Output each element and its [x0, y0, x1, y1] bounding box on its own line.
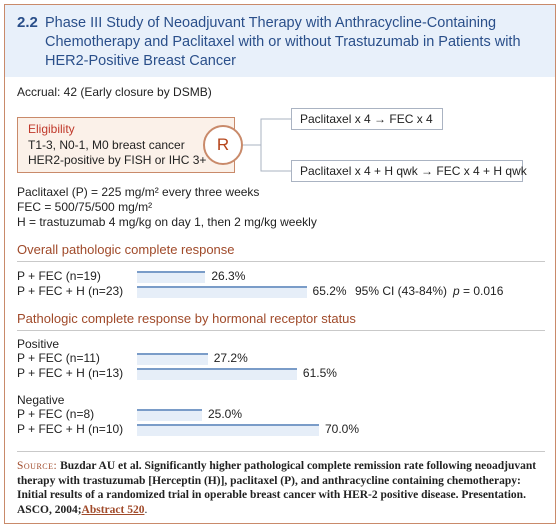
source-end: . — [144, 503, 148, 516]
source-text: Buzdar AU et al. Significantly higher pathological complete remission rate following neoadjuvant therapy with trastuzumab [Herceptin (H)], paclitaxel (P), and anthracycline containing chemotherapy: Initial results of a randomized trial in operable breast cancer with HER-2 positive disease. Presentation. ASCO, 2004; — [17, 460, 537, 516]
source-divider — [17, 451, 545, 452]
section-heading-hormonal: Pathologic complete response by hormonal receptor status — [17, 311, 356, 326]
row-label: P + FEC + H (n=23) — [17, 284, 124, 298]
arm-box-control: Paclitaxel x 4 → FEC x 4 — [291, 108, 443, 130]
confidence-interval: 95% CI (43-84%) — [355, 284, 448, 298]
figure-panel — [4, 4, 556, 524]
p-value — [453, 284, 503, 298]
section-divider — [17, 261, 545, 262]
accrual-text: Accrual: 42 (Early closure by DSMB) — [17, 85, 212, 99]
response-value: 65.2% — [312, 284, 347, 298]
dosing-line: H = trastuzumab 4 mg/kg on day 1, then 2 mg/kg weekly — [17, 215, 317, 229]
figure-title: Phase III Study of Neoadjuvant Therapy with Anthracycline-Containing Chemotherapy and Paclitaxel with or without Trastuzumab in Patients with HER2-Positive Breast Cancer — [45, 15, 521, 69]
section-divider — [17, 330, 545, 331]
row-label: P + FEC (n=11) — [17, 351, 100, 365]
source-label: Source: — [17, 460, 58, 472]
p-label: p — [453, 284, 460, 298]
arm2-connector — [243, 145, 291, 171]
subgroup-label-positive: Positive — [17, 337, 60, 351]
section-heading-overall: Overall pathologic complete response — [17, 242, 235, 257]
response-bar — [137, 409, 202, 421]
subgroup-label-negative: Negative — [17, 393, 65, 407]
eligibility-line: HER2-positive by FISH or IHC 3+ — [28, 153, 207, 167]
dosing-line: FEC = 500/75/500 mg/m² — [17, 200, 153, 214]
response-value: 26.3% — [211, 269, 246, 283]
p-number: = 0.016 — [459, 284, 504, 298]
row-label: P + FEC + H (n=13) — [17, 366, 124, 380]
response-value: 70.0% — [325, 422, 360, 436]
response-value: 27.2% — [213, 351, 248, 365]
response-bar — [137, 271, 205, 283]
response-bar — [137, 353, 208, 365]
randomization-badge: R — [203, 125, 243, 165]
row-label: P + FEC (n=8) — [17, 407, 95, 421]
row-label: P + FEC + H (n=10) — [17, 422, 124, 436]
arm1-connector — [243, 119, 291, 145]
response-bar — [137, 424, 319, 436]
response-bar — [137, 286, 307, 298]
source-citation — [17, 459, 547, 517]
eligibility-line: T1-3, N0-1, M0 breast cancer — [28, 138, 185, 152]
response-value: 25.0% — [208, 407, 243, 421]
response-value: 61.5% — [302, 366, 337, 380]
figure-number: 2.2 — [17, 14, 38, 31]
response-bar — [137, 368, 297, 380]
dosing-line: Paclitaxel (P) = 225 mg/m² every three weeks — [17, 185, 260, 199]
row-label: P + FEC (n=19) — [17, 269, 101, 283]
arm-box-trastuzumab: Paclitaxel x 4 + H qwk → FEC x 4 + H qwk — [291, 160, 523, 182]
eligibility-title: Eligibility — [28, 122, 75, 136]
abstract-link[interactable]: Abstract 520 — [81, 503, 145, 516]
